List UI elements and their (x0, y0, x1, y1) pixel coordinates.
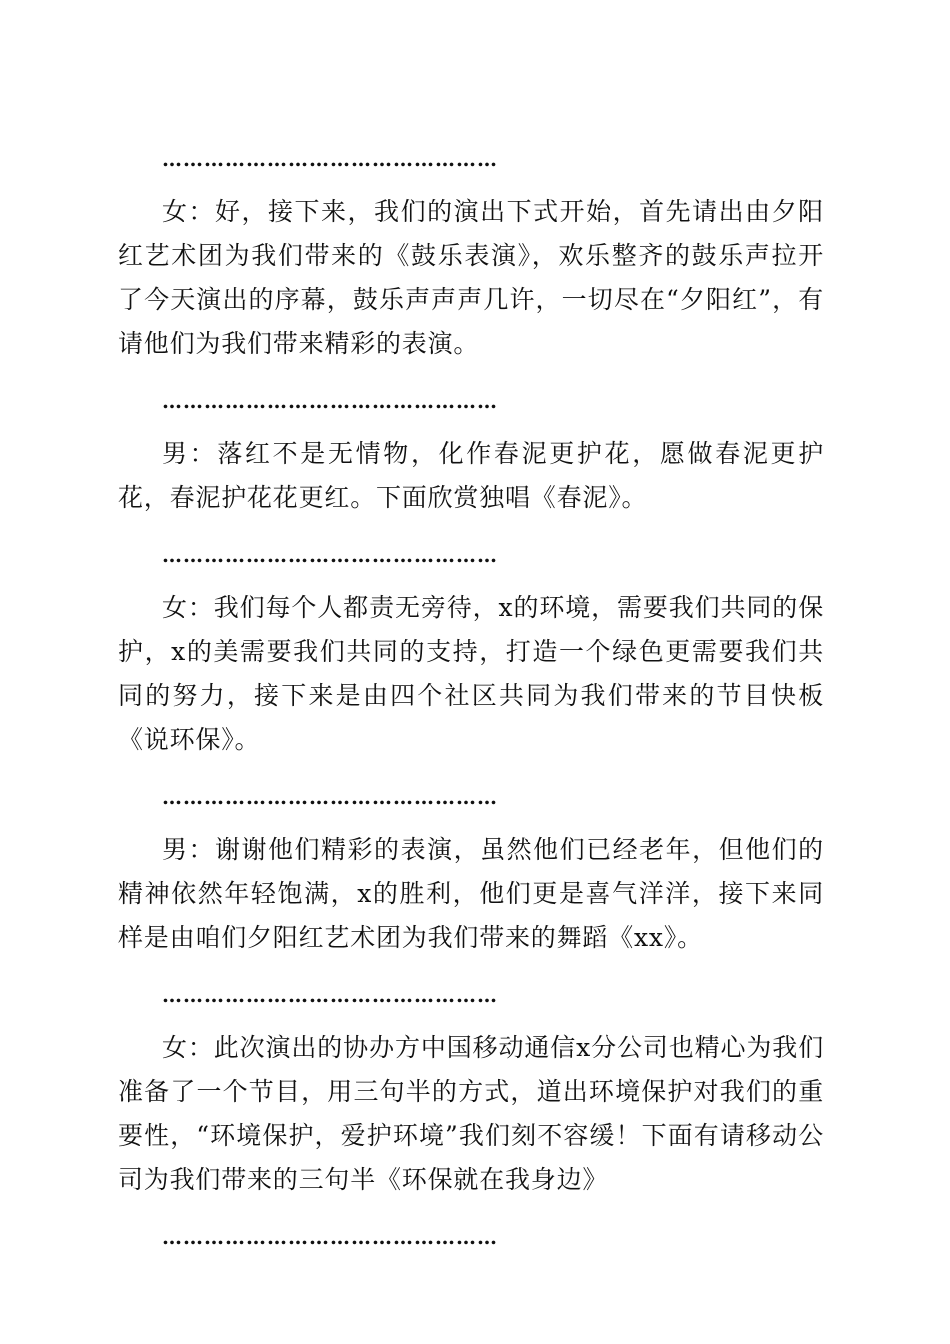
document-page (118, 142, 824, 1254)
paragraph-dance-xx: 男：谢谢他们精彩的表演，虽然他们已经老年，但他们的精神依然年轻饱满，x的胜利，他们更是喜气洋洋，接下来同样是由咱们夕阳红艺术团为我们带来的舞蹈《xx》。 (118, 835, 824, 952)
separator-dots: ………………………………………… (162, 147, 498, 171)
separator-dots: ………………………………………… (162, 983, 498, 1007)
separator-dots: ………………………………………… (162, 389, 498, 413)
paragraph-drum-performance: 女：好，接下来，我们的演出下式开始，首先请出由夕阳红艺术团为我们带来的《鼓乐表演》，欢乐整齐的鼓乐声拉开了今天演出的序幕，鼓乐声声声几许，一切尽在“夕阳红”，有请他们为我们带来精彩的表演。 (118, 197, 824, 358)
separator-dots: ………………………………………… (162, 543, 498, 567)
paragraph-spring-mud-solo: 男：落红不是无情物，化作春泥更护花，愿做春泥更护花，春泥护花花更红。下面欣赏独唱《春泥》。 (118, 439, 824, 512)
paragraph-environment-kuaiban: 女：我们每个人都责无旁待，x的环境，需要我们共同的保护，x的美需要我们共同的支持，打造一个绿色更需要我们共同的努力，接下来是由四个社区共同为我们带来的节目快板《说环保》。 (118, 593, 824, 754)
separator-dots: ………………………………………… (162, 785, 498, 809)
paragraph-mobile-sanjuban: 女：此次演出的协办方中国移动通信x分公司也精心为我们准备了一个节目，用三句半的方式，道出环境保护对我们的重要性，“环境保护，爱护环境”我们刻不容缓！下面有请移动公司为我们带来的三句半《环保就在我身边》 (118, 1033, 824, 1194)
separator-dots: ………………………………………… (162, 1225, 498, 1249)
